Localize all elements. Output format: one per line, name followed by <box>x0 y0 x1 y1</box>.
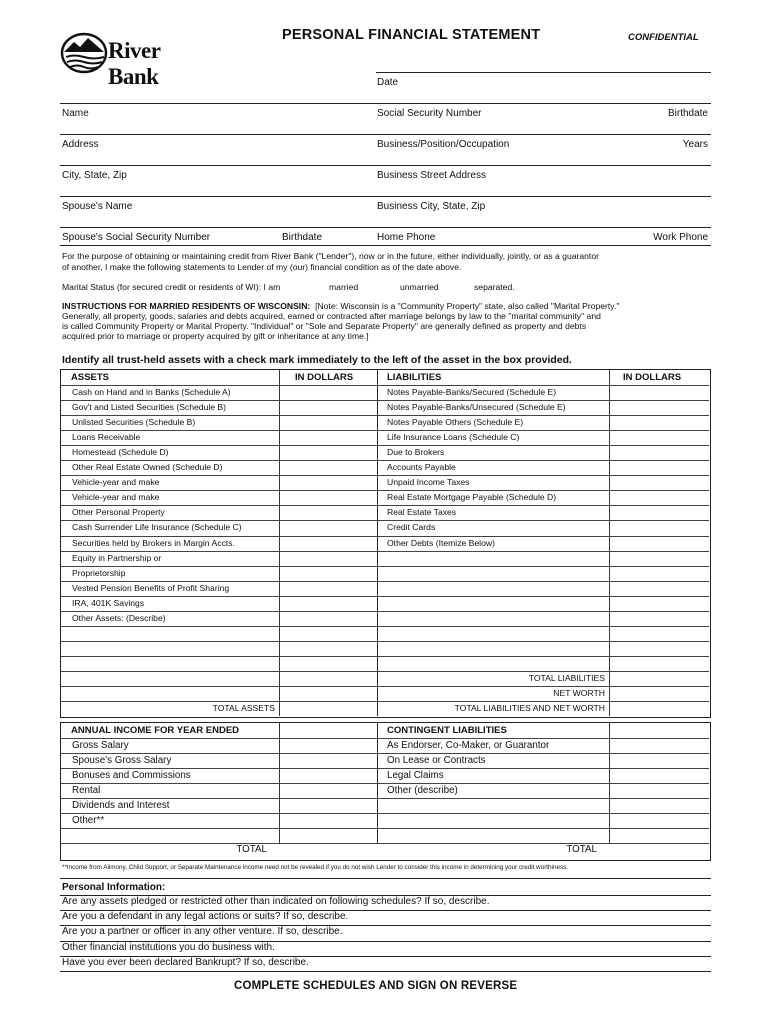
liability-row: Real Estate Mortgage Payable (Schedule D) <box>387 492 557 503</box>
income-row: Spouse's Gross Salary <box>72 755 172 766</box>
total-assets-label: TOTAL ASSETS <box>212 703 275 714</box>
asset-row: Other Personal Property <box>72 507 165 518</box>
liability-amount-input[interactable] <box>611 416 707 429</box>
personal-bottom-line <box>60 971 711 972</box>
asset-amount-input[interactable] <box>281 506 375 519</box>
liability-amount-input[interactable] <box>611 506 707 519</box>
instructions-heading: INSTRUCTIONS FOR MARRIED RESIDENTS OF WISCONSIN: <box>62 301 311 311</box>
spouse-name-label: Spouse's Name <box>62 201 133 212</box>
date-line[interactable] <box>376 72 711 73</box>
liability-amount-input[interactable] <box>611 597 707 610</box>
liability-amount-input[interactable] <box>611 476 707 489</box>
name-line[interactable] <box>60 103 711 104</box>
liability-row: Other Debts (Itemize Below) <box>387 537 495 548</box>
liability-row: Due to Brokers <box>387 447 445 458</box>
asset-row: Loans Receivable <box>72 432 141 443</box>
home-phone-label: Home Phone <box>377 232 436 243</box>
asset-amount-input[interactable] <box>281 567 375 580</box>
years-label: Years <box>682 139 708 150</box>
purpose-line-1: For the purpose of obtaining or maintaining credit from River Bank ("Lender"), now or in the future, either individually, jointly, or as a guarantor <box>62 251 599 261</box>
asset-amount-input[interactable] <box>281 672 375 685</box>
assets-header: ASSETS <box>71 372 110 383</box>
asset-row: Unlisted Securities (Schedule B) <box>72 417 196 428</box>
business-city-label: Business City, State, Zip <box>377 201 486 212</box>
liability-amount-input[interactable] <box>611 521 707 534</box>
liab-dollar-divider <box>609 370 610 716</box>
income-row: Other** <box>72 815 105 826</box>
contingent-amount-input[interactable] <box>611 769 707 782</box>
income-footnote: **Income from Alimony, Child Support, or Separate Maintenance income need not be revealed if you do not wish Lender to consider this income in determining your credit worthiness. <box>62 864 569 871</box>
complete-schedules-note: COMPLETE SCHEDULES AND SIGN ON REVERSE <box>234 980 518 992</box>
river-logo-icon <box>60 30 110 76</box>
contingent-header: CONTINGENT LIABILITIES <box>387 725 507 736</box>
form-title: PERSONAL FINANCIAL STATEMENT <box>282 27 541 43</box>
net-worth-label: NET WORTH <box>553 688 605 698</box>
liability-amount-input[interactable] <box>611 386 707 399</box>
personal-question[interactable]: Are you a partner or officer in any other venture. If so, describe. <box>62 926 343 938</box>
total-liab-net-worth-label: TOTAL LIABILITIES AND NET WORTH <box>454 703 605 714</box>
occupation-label: Business/Position/Occupation <box>377 139 510 150</box>
marital-separated[interactable]: separated. <box>474 282 515 292</box>
asset-row: Vested Pension Benefits of Profit Sharing <box>72 582 230 593</box>
asset-amount-input[interactable] <box>281 687 375 700</box>
liabilities-header: LIABILITIES <box>387 372 442 383</box>
liability-amount-input[interactable] <box>611 552 707 565</box>
income-table <box>60 722 711 861</box>
marital-married[interactable]: married <box>329 282 359 292</box>
personal-info-label: Personal Information: <box>62 882 166 893</box>
asset-row: Vehicle-year and make <box>72 492 160 503</box>
name-label: Name <box>62 108 89 119</box>
date-label: Date <box>377 77 399 88</box>
asset-amount-input[interactable] <box>281 476 375 489</box>
asset-row: Homestead (Schedule D) <box>72 447 169 458</box>
personal-question[interactable]: Are any assets pledged or restricted other than indicated on following schedules? If so, describe. <box>62 896 490 907</box>
asset-row: Proprietorship <box>72 567 126 578</box>
asset-row: Vehicle-year and make <box>72 477 160 488</box>
asset-row: Other Real Estate Owned (Schedule D) <box>72 462 223 473</box>
personal-question[interactable]: Have you ever been declared Bankrupt? If so, describe. <box>62 956 309 968</box>
asset-amount-input[interactable] <box>281 386 375 399</box>
asset-row: Cash on Hand and in Banks (Schedule A) <box>72 387 231 397</box>
asset-amount-input[interactable] <box>281 612 375 625</box>
liability-row: Notes Payable Others (Schedule E) <box>387 417 524 428</box>
spouse-name-line[interactable] <box>60 196 711 197</box>
liability-amount-input[interactable] <box>611 461 707 474</box>
contingent-row: Other (describe) <box>387 785 458 796</box>
assets-dollar-divider <box>279 370 280 716</box>
liability-amount-input[interactable] <box>611 612 707 625</box>
contingent-amount-input[interactable] <box>611 754 707 767</box>
purpose-line-2: of another, I make the following statements to Lender of my (our) financial condition as of the date above. <box>62 262 462 272</box>
liability-row: Accounts Payable <box>387 462 456 473</box>
instructions-line-4: acquired prior to marriage or property acquired by gift or inheritance at any time.] <box>62 331 369 341</box>
liability-amount-input[interactable] <box>611 657 707 670</box>
liability-amount-input[interactable] <box>611 537 707 550</box>
instructions-text-1: [Note: Wisconsin is a "Community Property" state, also called "Marital Property." <box>315 301 620 311</box>
phone-line <box>60 245 711 246</box>
business-street-label: Business Street Address <box>377 170 486 181</box>
marital-unmarried[interactable]: unmarried <box>400 282 439 292</box>
contingent-total-label: TOTAL <box>566 844 597 855</box>
liability-amount-input[interactable] <box>611 642 707 655</box>
liability-row: Notes Payable-Banks/Unsecured (Schedule E) <box>387 402 566 413</box>
liability-amount-input[interactable] <box>611 491 707 504</box>
total-liabilities-label: TOTAL LIABILITIES <box>528 672 605 683</box>
address-label: Address <box>62 139 99 150</box>
asset-row: Equity in Partnership or <box>72 552 162 563</box>
liability-amount-input[interactable] <box>611 431 707 444</box>
income-amount-input[interactable] <box>281 769 375 782</box>
asset-row: Cash Surrender Life Insurance (Schedule C) <box>72 522 242 533</box>
personal-question[interactable]: Are you a defendant in any legal actions or suits? If so, describe. <box>62 911 349 923</box>
instructions-line-1 <box>62 301 619 312</box>
asset-row: Other Assets: (Describe) <box>72 612 166 623</box>
address-line[interactable] <box>60 134 711 135</box>
asset-amount-input[interactable] <box>281 627 375 640</box>
income-total-label: TOTAL <box>236 844 267 855</box>
income-amount-input[interactable] <box>281 739 375 752</box>
income-amount-input[interactable] <box>281 784 375 797</box>
asset-amount-input[interactable] <box>281 521 375 534</box>
confidential-label: CONFIDENTIAL <box>628 32 699 43</box>
work-phone-label: Work Phone <box>653 232 708 243</box>
bank-logo <box>60 30 210 89</box>
contingent-amount-input[interactable] <box>611 739 707 752</box>
instructions-line-3: is called Community Property or Marital Property. "Individual" or "Sole and Separate Property" are generally defined as property and debts <box>62 321 587 331</box>
marital-label: Marital Status (for secured credit or residents of WI): I am <box>62 282 281 292</box>
center-divider <box>377 370 378 716</box>
liability-amount-input[interactable] <box>611 687 707 700</box>
asset-row: Securities held by Brokers in Margin Accts. <box>72 537 235 548</box>
asset-row: Gov't and Listed Securities (Schedule B) <box>72 402 227 413</box>
liability-amount-input[interactable] <box>611 672 707 685</box>
identify-trust-assets-note: Identify all trust-held assets with a check mark immediately to the left of the asset in the box provided. <box>62 354 572 366</box>
liability-amount-input[interactable] <box>611 582 707 595</box>
asset-row: IRA, 401K Savings <box>72 597 145 608</box>
income-amount-input[interactable] <box>281 799 375 812</box>
asset-amount-input[interactable] <box>281 461 375 474</box>
asset-amount-input[interactable] <box>281 597 375 610</box>
income-row: Dividends and Interest <box>72 800 170 811</box>
spouse-ssn-line[interactable] <box>60 227 711 228</box>
contingent-row: On Lease or Contracts <box>387 755 486 766</box>
instructions-line-2: Generally, all property, goods, salaries and debts acquired, earned or contracted after marriage belongs by law to the "marital community" and <box>62 311 601 321</box>
asset-amount-input[interactable] <box>281 642 375 655</box>
liability-row: Real Estate Taxes <box>387 507 457 518</box>
contingent-row: As Endorser, Co-Maker, or Guarantor <box>387 740 550 751</box>
contingent-amount-input[interactable] <box>611 784 707 797</box>
income-amount-input[interactable] <box>281 814 375 827</box>
city-state-zip-label: City, State, Zip <box>62 170 127 181</box>
birthdate-label: Birthdate <box>667 108 708 119</box>
liability-row: Life Insurance Loans (Schedule C) <box>387 432 520 443</box>
income-amount-input[interactable] <box>281 754 375 767</box>
spouse-birthdate-label: Birthdate <box>282 232 323 243</box>
liability-amount-input[interactable] <box>611 627 707 640</box>
contingent-amount-input[interactable] <box>611 829 707 842</box>
spouse-ssn-label: Spouse's Social Security Number <box>62 232 211 243</box>
liability-amount-input[interactable] <box>611 446 707 459</box>
liability-amount-input[interactable] <box>611 567 707 580</box>
annual-income-header: ANNUAL INCOME FOR YEAR ENDED <box>71 725 240 736</box>
liability-row: Unpaid Income Taxes <box>387 477 470 488</box>
income-row: Gross Salary <box>72 740 129 751</box>
balance-sheet-table <box>60 369 711 718</box>
asset-amount-input[interactable] <box>281 537 375 550</box>
asset-amount-input[interactable] <box>281 431 375 444</box>
income-row: Rental <box>72 785 101 796</box>
asset-amount-input[interactable] <box>281 702 375 715</box>
asset-amount-input[interactable] <box>281 401 375 414</box>
asset-amount-input[interactable] <box>281 446 375 459</box>
income-row: Bonuses and Commissions <box>72 770 191 781</box>
asset-amount-input[interactable] <box>281 416 375 429</box>
assets-dollars-header: IN DOLLARS <box>295 372 354 383</box>
liabilities-dollars-header: IN DOLLARS <box>623 372 682 383</box>
contingent-amount-input[interactable] <box>611 814 707 827</box>
bank-name: River Bank <box>108 38 161 89</box>
income-amount-input[interactable] <box>281 829 375 842</box>
liability-amount-input[interactable] <box>611 401 707 414</box>
asset-amount-input[interactable] <box>281 582 375 595</box>
liability-row: Notes Payable-Banks/Secured (Schedule E) <box>387 387 557 397</box>
personal-question[interactable]: Other financial institutions you do business with. <box>62 941 275 953</box>
asset-amount-input[interactable] <box>281 552 375 565</box>
contingent-amount-input[interactable] <box>611 799 707 812</box>
liability-row: Credit Cards <box>387 522 436 533</box>
personal-top-line <box>60 878 711 879</box>
asset-amount-input[interactable] <box>281 491 375 504</box>
ssn-label: Social Security Number <box>377 108 482 119</box>
city-line[interactable] <box>60 165 711 166</box>
asset-amount-input[interactable] <box>281 657 375 670</box>
contingent-row: Legal Claims <box>387 770 444 781</box>
